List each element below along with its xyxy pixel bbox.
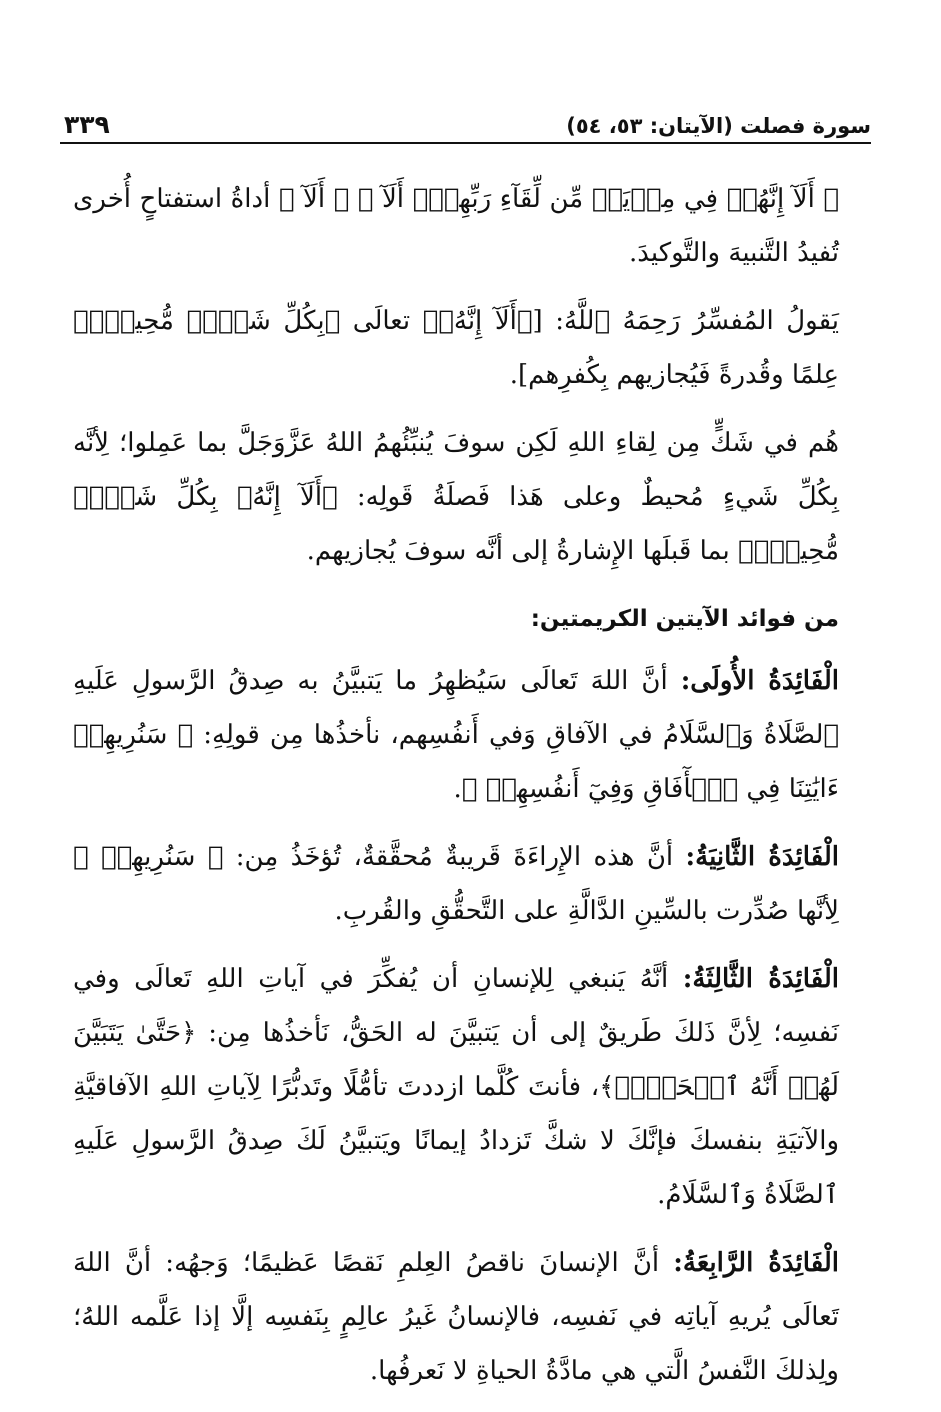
benefit-3 [73,952,839,1222]
benefit-1-title: الْفَائِدَةُ الأُولَى: [680,666,840,696]
benefit-1 [73,654,839,816]
page-body [73,172,839,1412]
paragraph-verse-intro: ﴿ أَلَآ إِنَّهُمۡ فِي مِرۡيَةٖ مِّن لِّقَآءِ رَبِّهِمۡۗ أَلَآ ﴾ ﴿ أَلَآ ﴾ أداةُ استفتاحٍ أُخرى تُفيدُ التَّنبيهَ والتَّوكيدَ. [73,184,839,268]
benefit-4-text: أنَّ الإنسانَ ناقصُ العِلمِ نَقصًا عَظيمًا؛ وَجهُه: أنَّ اللهَ تَعالَى يُريهِ آياتِه في نَفسِه، فالإنسانُ غَيرُ عالِمٍ بِنَفسِه إلَّا إذا عَلَّمه اللهُ؛ ولِذلكَ النَّفسُ الَّتي هي مادَّةُ الحياةِ لا نَعرفُها. [73,1248,839,1386]
paragraph-commentator-quote: يَقولُ المُفسِّرُ رَحِمَهُ ٱللَّهُ: [﴿أَلَآ إِنَّهُۥ﴾ تعالَى ﴿بِكُلِّ شَيۡءٖ مُّحِيطُۢ﴾ عِلمًا وقُدرةً فَيُجازيهم بِكُفرِهم]. [73,306,839,390]
header-rule [60,142,871,144]
benefit-2 [73,830,839,938]
paragraph-explanation: هُم في شَكٍّ مِن لِقاءِ اللهِ لَكِن سوفَ يُنبِّئُهمُ اللهُ عَزَّوَجَلَّ بما عَمِلوا؛ لِأنَّه بِكُلِّ شَيءٍ مُحيطٌ وعلى هَذا فَصلَةُ قَولِه: ﴿أَلَآ إِنَّهُۥ بِكُلِّ شَيۡءٖ مُّحِيطُۢ﴾ بما قَبلَها الإِشارةُ إلى أنَّه سوفَ يُجازيهم. [73,428,839,566]
benefit-3-title: الْفَائِدَةُ الثَّالِثَةُ: [682,964,839,994]
benefit-1-text: أنَّ اللهَ تَعالَى سَيُظهِرُ ما يَتبيَّنُ به صِدقُ الرَّسولِ عَلَيهِ ٱلصَّلَاةُ وَٱلسَّلَامُ في الآفاقِ وَفي أَنفُسِهم، نأخذُها مِن قولِهِ: ﴿ سَنُرِيهِمۡ ءَايَٰتِنَا فِي ٱلۡأٓفَاقِ وَفِيٓ أَنفُسِهِمۡ ﴾. [73,666,839,804]
page-header [60,104,871,144]
running-title: سورة فصلت (الآيتان: ٥٣، ٥٤) [566,114,871,138]
page-number: ٣٣٩ [64,110,110,139]
benefit-2-title: الْفَائِدَةُ الثَّانِيَةُ: [685,842,839,872]
section-heading: من فوائد الآيتين الكريمتين: [530,606,839,632]
benefit-3-text: أنَّهُ يَنبغي لِلإنسانِ أن يُفكِّرَ في آياتِ اللهِ تَعالَى وفي نَفسِه؛ لِأنَّ ذَلكَ طَريقٌ إلى أن يَتبيَّنَ له الحَقُّ، نَأخذُها مِن: ﴿حَتَّىٰ يَتَبَيَّنَ لَهُمۡ أَنَّهُ ٱلۡحَقُّۗ﴾، فأنتَ كُلَّما ازددتَ تأمُّلًا وتَدبُّرًا لِآياتِ اللهِ الآفاقيَّةِ والآتيَةِ بنفسكَ فإنَّكَ لا شكَّ تَزدادُ إيمانًا ويَتبيَّنُ لَكَ صِدقُ الرَّسولِ عَلَيهِ ٱلصَّلَاةُ وَٱلسَّلَامُ. [73,964,839,1210]
benefit-2-text: أنَّ هذه الإِراءَةَ قَريبةٌ مُحقَّقةٌ، تُؤخَذُ مِن: ﴿ سَنُرِيهِمۡ ﴾ لِأنَّها صُدِّرت بالسِّينِ الدَّالَّةِ على التَّحقُّقِ والقُربِ. [73,842,839,926]
benefit-4-title: الْفَائِدَةُ الرَّابِعَةُ: [673,1248,839,1278]
benefit-4 [73,1236,839,1398]
